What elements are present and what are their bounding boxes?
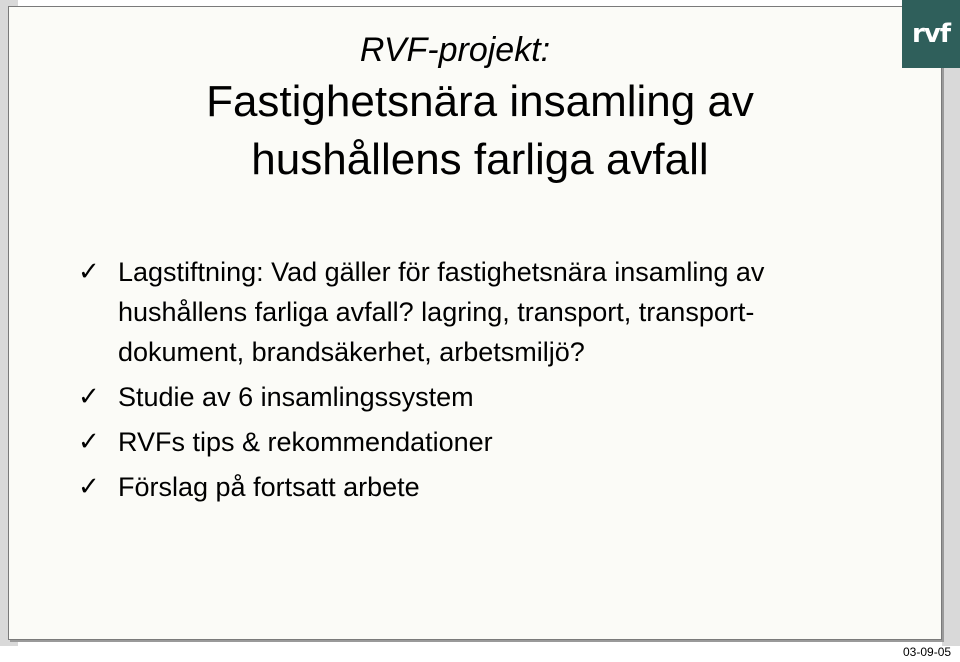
- frame-bottom: [0, 646, 960, 662]
- slide-subtitle: RVF-projekt:: [359, 31, 551, 69]
- logo-text: rvf: [911, 19, 951, 49]
- slide-title-line-1: Fastighetsnära insamling av: [206, 77, 754, 126]
- checkmark-icon: ✓: [78, 472, 100, 502]
- bullet-text: RVFs tips & rekommendationer: [118, 427, 493, 457]
- checkmark-icon: ✓: [78, 427, 100, 457]
- bullet-text: Studie av 6 insamlingssystem: [118, 382, 474, 412]
- checkmark-icon: ✓: [78, 382, 100, 412]
- slide-title-line-2: hushållens farliga avfall: [251, 135, 709, 184]
- bullet-item: [78, 422, 878, 462]
- footer-date: 03-09-05: [903, 645, 952, 659]
- bullet-item: [78, 467, 878, 507]
- title-area: [0, 30, 960, 186]
- checkmark-icon: ✓: [78, 257, 100, 287]
- bullet-text: Lagstiftning: Vad gäller för fastighetsnära insamling av hushållens farliga avfall? lagring, transport, transport-dokument, brandsäkerhet, arbetsmiljö?: [118, 257, 765, 367]
- bullet-item: [78, 377, 878, 417]
- bullet-text: Förslag på fortsatt arbete: [118, 472, 420, 502]
- bullet-list: [78, 252, 878, 507]
- bullet-item: [78, 252, 878, 372]
